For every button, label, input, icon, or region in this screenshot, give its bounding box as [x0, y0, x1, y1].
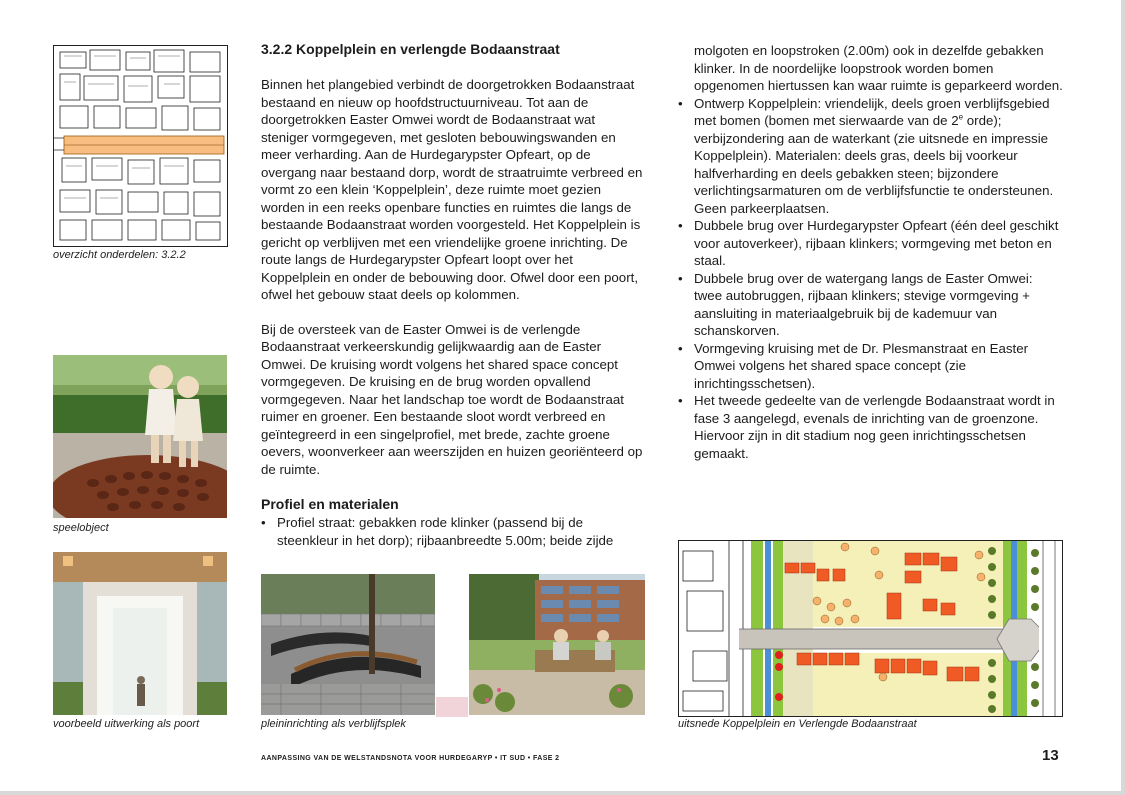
- bullet-item: • Profiel straat: gebakken rode klinker (passend bij de steenkleur in het dorp); rijbaanbreedte 5.00m; beide zijde: [261, 514, 646, 549]
- pink-block: [436, 697, 468, 717]
- overview-map: [53, 45, 228, 247]
- gate-image: [53, 552, 227, 715]
- seating-image: [469, 574, 645, 715]
- bullet-text: Dubbele brug over de watergang langs de Easter Omwei: twee autobruggen, rijbaan klinkers; stevige vormgeving + aansluiting in materiaalgebruik bij de kademuur van schanskorven.: [694, 270, 1033, 338]
- bullet-item: [678, 270, 1063, 340]
- gate-caption: voorbeeld uitwerking als poort: [53, 718, 200, 730]
- bullet-text: Vormgeving kruising met de Dr. Plesmanstraat en Easter Omwei volgens het shared space concept (zie inrichtingsschetsen).: [694, 340, 1029, 391]
- bullet-text: Dubbele brug over Hurdegarypster Opfeart (één deel geschikt voor autoverkeer), rijbaan klinkers; vormgeving met beton en staal.: [694, 218, 1059, 268]
- bullet-text: Het tweede gedeelte van de verlengde Bodaanstraat wordt in fase 3 aangelegd, evenals de inrichting van de groenzone. Hiervoor zijn in dit stadium nog geen inrichtingsschetsen gemaakt.: [694, 393, 1055, 461]
- section-title: 3.2.2 Koppelplein en verlengde Bodaanstraat: [261, 41, 560, 57]
- detail-map-caption: uitsnede Koppelplein en Verlengde Bodaanstraat: [678, 718, 917, 730]
- paragraph-1: Binnen het plangebied verbindt de doorgetrokken Bodaanstraat bestaand en nieuw op hoofdstructuurniveau. Tot aan de doorgetrokken Easter Omwei wordt de Bodaanstraat wat steniger vormgegeven, met gesloten bebouwingswanden en meer verharding. Aan de Hurdegarypster Opfeart, op de overgang naar bestaand dorp, wordt de straatruimte verbreed en vormt zo een klein ‘Koppelplein’, deze ruimte moet gezien worden in een reeks openbare functies en ruimtes die langs de bestaande Bodaanstraat worden voorgesteld. Het Koppelplein is gericht op verblijven met een vriendelijke groene inrichting. De route langs de Hurdegarypster Opfeart loopt over het Koppelplein en onder de bebouwing door. Ofwel door een poort, ofwel het gebouw staat deels op kolommen.: [261, 77, 643, 302]
- overview-map-drawing: [54, 46, 227, 246]
- bullet-item: [678, 217, 1063, 270]
- bullet-list-right: [678, 95, 1063, 463]
- square-furniture-photo-2: [469, 574, 645, 715]
- overview-map-caption: overzicht onderdelen: 3.2.2: [53, 249, 186, 261]
- paragraph-2: Bij de oversteek van de Easter Omwei is de verlengde Bodaanstraat verkeerskundig gelijkwaardig aan de Easter Omwei. De kruising wordt volgens het shared space concept vormgegeven. De kruising en de brug worden opvallend vormgegeven. Naar het landschap toe wordt de Bodaanstraat ruimer en groener. Een bestaande sloot wordt verbreed en geïntegreerd in een singelprofiel, met brede, zachte groene oevers, woonverkeer aan weerszijden en huizen georiënteerd op de ruimte.: [261, 321, 643, 477]
- square-furniture-caption: pleininrichting als verblijfsplek: [261, 718, 406, 730]
- bullet-superscript: e: [958, 112, 964, 122]
- square-furniture-photo-1: [261, 574, 435, 715]
- bullet-list-start: [261, 514, 646, 549]
- page-number: 13: [1042, 747, 1059, 764]
- footer-title: AANPASSING VAN DE WELSTANDSNOTA VOOR HURDEGARYP • IT SUD • FASE 2: [261, 755, 560, 762]
- bullet-text: orde); verbijzondering aan de waterkant (zie uitsnede en impressie Koppelplein). Materialen: deels gras, deels bij voorkeur halfverharding en deels gebakken steen; bijzondere verlichtingsarmaturen om de verblijfsfunctie te ondersteunen. Geen parkeerplaatsen.: [694, 113, 1054, 216]
- bullet-item: [678, 340, 1063, 393]
- detail-map-drawing: [679, 541, 1062, 716]
- benches-image: [261, 574, 435, 715]
- subheading: Profiel en materialen: [261, 496, 399, 512]
- middle-column: [261, 40, 646, 549]
- play-object-photo: [53, 355, 227, 518]
- bullet-item: [678, 95, 1063, 218]
- bullet-text: Ontwerp Koppelplein: vriendelijk, deels groen verblijfsgebied met bomen (bomen met sierwaarde van de 2: [694, 95, 1050, 128]
- play-object-image: [53, 355, 227, 518]
- bullet-item: [678, 392, 1063, 462]
- gate-photo: [53, 552, 227, 715]
- detail-map: [678, 540, 1063, 717]
- play-object-caption: speelobject: [53, 522, 109, 534]
- right-column: [678, 42, 1063, 462]
- bullet-continuation: molgoten en loopstroken (2.00m) ook in dezelfde gebakken klinker. In de noordelijke loopstrook worden bomen opgenomen hiertussen kan waar ruimte is geparkeerd worden.: [694, 43, 1063, 93]
